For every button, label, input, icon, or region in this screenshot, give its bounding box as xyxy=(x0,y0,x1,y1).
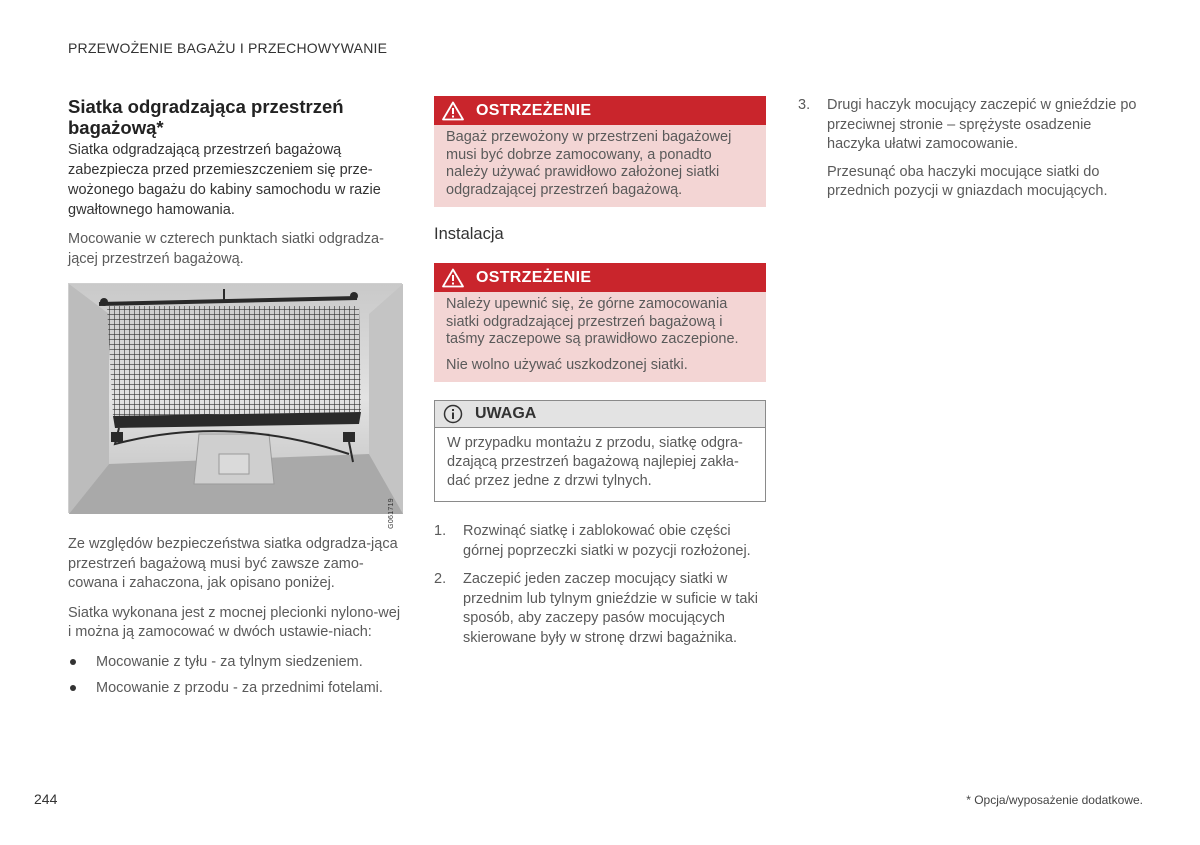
step-number: 2. xyxy=(434,571,447,587)
warning-triangle-icon xyxy=(442,101,464,121)
step-text: Zaczepić jeden zaczep mocujący siatki w przednim lub tylnym gnieździe w suficie w taki sposób, aby zaczepy pasów mocujących skierowane były w stronę drzwi bagażnika. xyxy=(463,571,758,646)
footnote: * Opcja/wyposażenie dodatkowe. xyxy=(966,793,1143,807)
section-lead: Siatka odgradzającą przestrzeń bagażową zabezpiecza przed przemieszczeniem się prze-wożonego bagażu do kabiny samochodu w razie gwałtownego hamowania. xyxy=(68,142,381,218)
paragraph-safety: Ze względów bezpieczeństwa siatka odgradza-jąca przestrzeń bagażową musi być zawsze zamo-cowana i zahaczona, jak opisano poniżej. xyxy=(68,536,398,591)
note-box xyxy=(434,400,766,502)
warning-triangle-icon xyxy=(442,268,464,288)
warning-box-2 xyxy=(434,263,766,382)
column-2 xyxy=(434,96,766,657)
warning-text: Bagaż przewożony w przestrzeni bagażowej musi być dobrze zamocowany, a ponadto należy używać prawidłowo założonej siatki odgradzającej przestrzeń bagażową. xyxy=(446,129,732,198)
step-text: Rozwinąć siatkę i zablokować obie części górnej poprzeczki siatki w pozycji rozłożonej. xyxy=(463,523,751,559)
step-number: 1. xyxy=(434,523,447,539)
note-body xyxy=(435,428,765,501)
warning-body xyxy=(434,125,766,207)
warning-title: OSTRZEŻENIE xyxy=(476,268,592,286)
step-item xyxy=(434,522,766,561)
installation-steps-continued xyxy=(798,96,1138,202)
step-item xyxy=(434,570,766,648)
bullet-icon xyxy=(70,685,76,691)
column-3 xyxy=(798,96,1138,211)
warning-body xyxy=(434,292,766,382)
step-text: Drugi haczyk mocujący zaczepić w gnieździe po przeciwnej stronie – sprężyste osadzenie haczyka ułatwi zamocowanie. xyxy=(827,97,1137,152)
column-1 xyxy=(68,96,402,705)
note-text: W przypadku montażu z przodu, siatkę odgra-dzającą przestrzeń bagażową najlepiej zakła-dać przez jedne z drzwi tylnych. xyxy=(447,435,743,489)
list-item xyxy=(68,679,402,698)
step-item xyxy=(798,96,1138,202)
warning-box-1 xyxy=(434,96,766,207)
info-circle-icon xyxy=(443,404,463,424)
warning-header xyxy=(434,263,766,292)
paragraph-mounting: Mocowanie w czterech punktach siatki odgradza-jącej przestrzeń bagażową. xyxy=(68,231,384,267)
list-item-text: Mocowanie z przodu - za przednimi fotelami. xyxy=(96,679,383,696)
page-header: PRZEWOŻENIE BAGAŻU I PRZECHOWYWANIE xyxy=(68,40,388,56)
cargo-net-illustration xyxy=(68,283,402,529)
step-number: 3. xyxy=(798,97,811,113)
warning-text: Należy upewnić się, że górne zamocowania siatki odgradzającej przestrzeń bagażową i taśmy zaczepowe są prawidłowo zaczepione. xyxy=(446,296,739,347)
figure-code: G061719 xyxy=(388,498,395,529)
note-header xyxy=(435,401,765,428)
section-title: Siatka odgradzająca przestrzeń bagażową* xyxy=(68,96,344,138)
list-item xyxy=(68,653,402,672)
step-extra-text: Przesunąć oba haczyki mocujące siatki do przednich pozycji w gniazdach mocujących. xyxy=(827,163,1108,199)
warning-text: Nie wolno używać uszkodzonej siatki. xyxy=(446,356,688,373)
bullet-icon xyxy=(70,659,76,665)
warning-header xyxy=(434,96,766,125)
installation-steps xyxy=(434,522,766,648)
note-title: UWAGA xyxy=(475,405,537,422)
subsection-title: Instalacja xyxy=(434,225,504,243)
warning-title: OSTRZEŻENIE xyxy=(476,101,592,119)
page-number: 244 xyxy=(34,791,58,807)
paragraph-material: Siatka wykonana jest z mocnej plecionki nylono-wej i można ją zamocować w dwóch ustawie-niach: xyxy=(68,604,401,640)
mounting-options-list xyxy=(68,653,402,698)
list-item-text: Mocowanie z tyłu - za tylnym siedzeniem. xyxy=(96,653,363,670)
cargo-net-drawing xyxy=(69,284,403,514)
